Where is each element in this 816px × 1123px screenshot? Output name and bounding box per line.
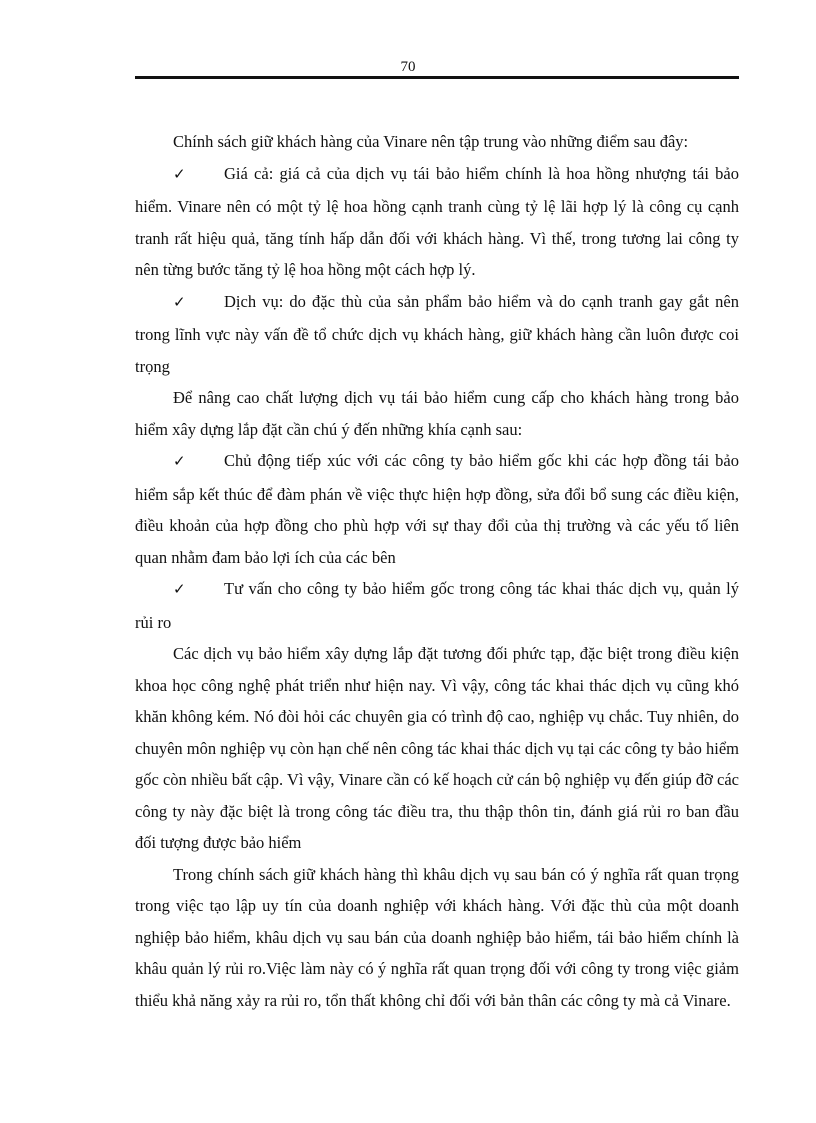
bullet-paragraph xyxy=(135,573,739,638)
paragraph: Trong chính sách giữ khách hàng thì khâu dịch vụ sau bán có ý nghĩa rất quan trọng trong việc tạo lập uy tín của doanh nghiệp với khách hàng. Với đặc thù của một doanh nghiệp bảo hiểm, khâu dịch vụ sau bán của doanh nghiệp bảo hiểm, tái bảo hiểm chính là khâu quản lý rủi ro.Việc làm này có ý nghĩa rất quan trọng đối với công ty trong việc giảm thiểu khả năng xảy ra rủi ro, tổn thất không chỉ đối với bản thân các công ty mà cả Vinare. xyxy=(135,864,739,1010)
paragraph: Các dịch vụ bảo hiểm xây dựng lắp đặt tương đối phức tạp, đặc biệt trong điều kiện khoa học công nghệ phát triển như hiện nay. Vì vậy, công tác khai thác dịch vụ cũng khó khăn không kém. Nó đòi hỏi các chuyên gia có trình độ cao, nghiệp vụ chắc. Tuy nhiên, do chuyên môn nghiệp vụ còn hạn chế nên công tác khai thác dịch vụ tại các công ty bảo hiểm gốc còn nhiều bất cập. Vì vậy, Vinare cần có kế hoạch cử cán bộ nghiệp vụ đến giúp đỡ các công ty này đặc biệt là trong công tác điều tra, thu thập thôn tin, đánh giá rủi ro ban đầu đối tượng được bảo hiểm xyxy=(135,644,739,852)
checkmark-icon: ✓ xyxy=(173,166,186,183)
page-number: 70 xyxy=(400,59,416,75)
bullet-text: Chủ động tiếp xúc với các công ty bảo hiểm gốc khi các hợp đồng tái bảo hiểm sắp kết thúc để đàm phán về việc thực hiện hợp đồng, sửa đổi bổ sung các điều kiện, điều khoản của hợp đồng cho phù hợp với sự thay đổi của thị trường và các yếu tố liên quan nhằm đam bảo lợi ích của các bên xyxy=(135,451,739,567)
bullet-text: Tư vấn cho công ty bảo hiểm gốc trong công tác khai thác dịch vụ, quản lý rủi ro xyxy=(135,579,739,632)
paragraph: Để nâng cao chất lượng dịch vụ tái bảo hiểm cung cấp cho khách hàng trong bảo hiểm xây dựng lắp đặt cần chú ý đến những khía cạnh sau: xyxy=(135,388,739,439)
bullet-paragraph xyxy=(135,286,739,383)
bullet-paragraph xyxy=(135,158,739,286)
page-body xyxy=(135,126,739,1016)
checkmark-icon: ✓ xyxy=(173,582,186,598)
header-rule xyxy=(135,76,739,79)
bullet-paragraph xyxy=(135,445,739,573)
checkmark-icon: ✓ xyxy=(173,294,186,311)
bullet-text: Dịch vụ: do đặc thù của sản phẩm bảo hiểm và do cạnh tranh gay gắt nên trong lĩnh vực này vấn đề tổ chức dịch vụ khách hàng, giữ khách hàng cần luôn được coi trọng xyxy=(135,291,739,376)
paragraph: Chính sách giữ khách hàng của Vinare nên tập trung vào những điểm sau đây: xyxy=(173,132,689,151)
checkmark-icon: ✓ xyxy=(173,454,186,470)
bullet-text: Giá cả: giá cả của dịch vụ tái bảo hiểm chính là hoa hồng nhượng tái bảo hiểm. Vinare nên có một tỷ lệ hoa hồng cạnh tranh cùng tỷ lệ lãi hợp lý là công cụ cạnh tranh rất hiệu quả, tăng tính hấp dẫn đối với khách hàng. Vì thế, trong tương lai công ty nên từng bước tăng tỷ lệ hoa hồng một cách hợp lý. xyxy=(135,163,739,279)
